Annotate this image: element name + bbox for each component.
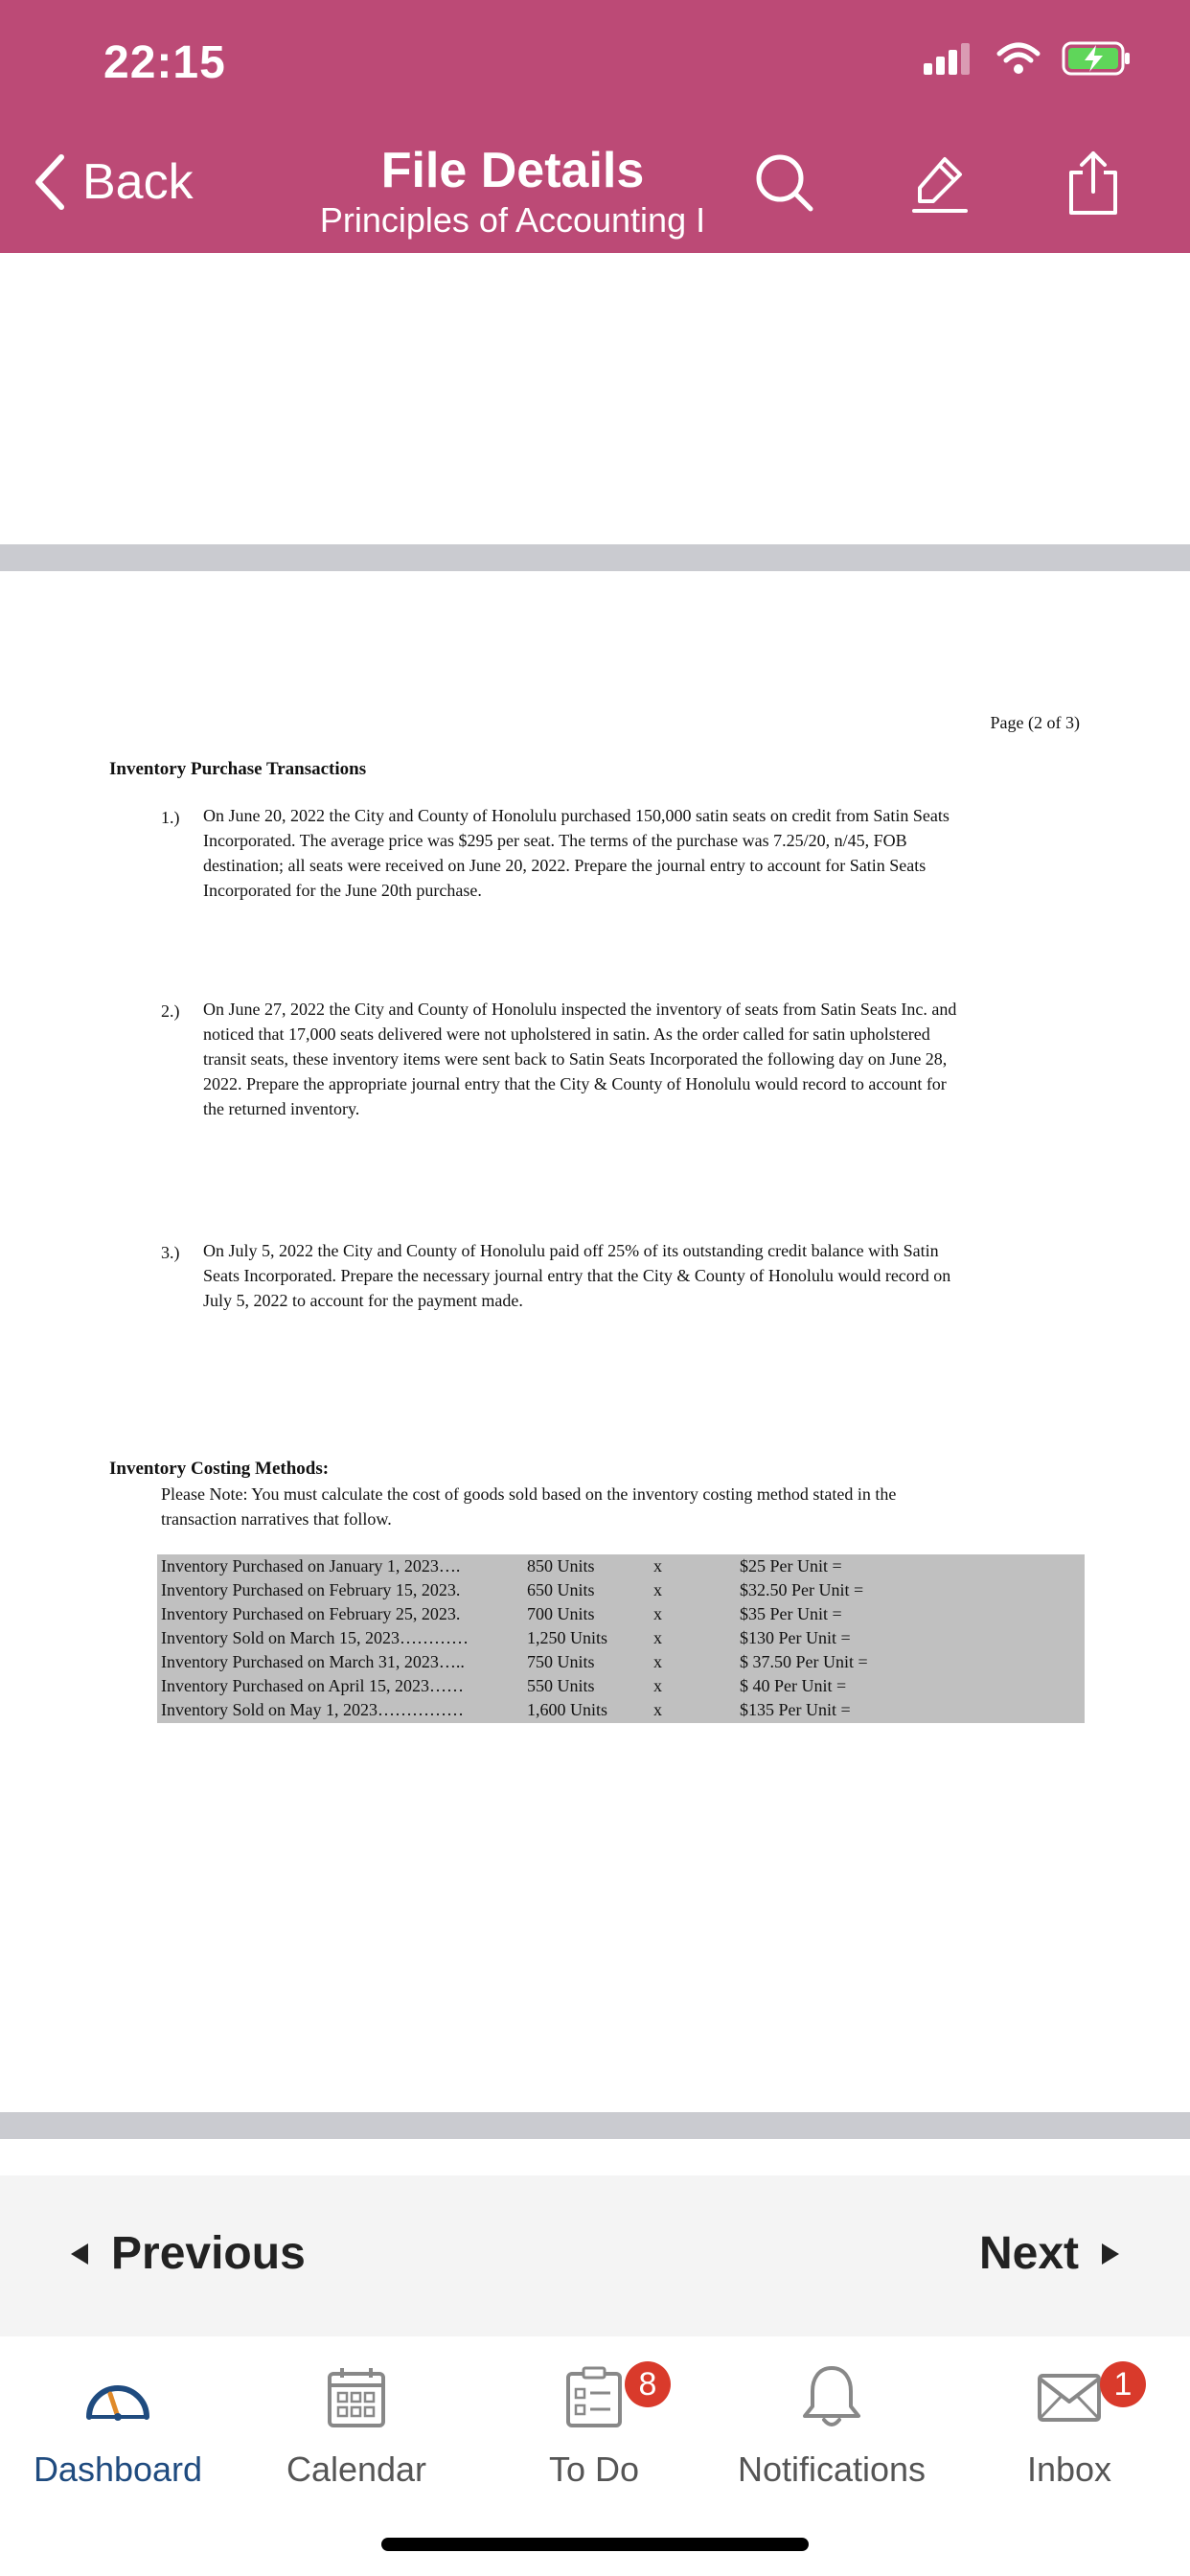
row-quantity: 650 Units (527, 1580, 595, 1599)
table-row (157, 1602, 1085, 1626)
tab-label: Notifications (737, 2450, 927, 2489)
item-text-line: July 5, 2022 to account for the payment made. (203, 1291, 523, 1310)
costing-note (161, 1482, 1042, 1531)
home-indicator[interactable] (381, 2538, 809, 2551)
row-price: $130 Per Unit = (740, 1628, 851, 1647)
table-row (157, 1626, 1085, 1650)
row-description: Inventory Purchased on February 15, 2023. (161, 1580, 461, 1599)
page-title: File Details (380, 143, 645, 198)
item-text-line: Incorporated for the June 20th purchase. (203, 881, 482, 900)
row-multiplier: x (653, 1628, 662, 1647)
item-number: 2.) (161, 1001, 180, 1021)
dashboard-gauge-icon (81, 2371, 154, 2425)
row-description: Inventory Sold on March 15, 2023………… (161, 1628, 469, 1647)
row-quantity: 1,600 Units (527, 1700, 608, 1719)
table-row (157, 1554, 1085, 1578)
row-description: Inventory Sold on May 1, 2023…………… (161, 1700, 464, 1719)
battery-charging-icon (1062, 40, 1133, 77)
section-title-purchases: Inventory Purchase Transactions (109, 759, 367, 779)
page-separator (0, 2112, 1190, 2139)
tab-label: Inbox (1026, 2450, 1112, 2489)
row-quantity: 700 Units (527, 1604, 595, 1623)
next-button[interactable] (979, 2227, 1121, 2280)
status-icons (924, 40, 1133, 77)
item-text-line: Incorporated. The average price was $295 per seat. The terms of the purchase was 7.25/20, n/45, FOB (203, 831, 907, 850)
row-description: Inventory Purchased on April 15, 2023…… (161, 1676, 464, 1695)
row-price: $ 40 Per Unit = (740, 1676, 847, 1695)
row-price: $32.50 Per Unit = (740, 1580, 864, 1599)
page-separator (0, 544, 1190, 571)
row-price: $ 37.50 Per Unit = (740, 1652, 868, 1671)
status-time: 22:15 (103, 37, 226, 88)
item-text-line: On June 20, 2022 the City and County of Honolulu purchased 150,000 satin seats on credit from Satin Seats (203, 806, 950, 825)
item-text-line: destination; all seats were received on June 20, 2022. Prepare the journal entry to account for Satin Seats (203, 856, 927, 875)
app-header (0, 0, 1190, 253)
note-line: transaction narratives that follow. (161, 1509, 392, 1529)
item-number: 1.) (161, 808, 180, 827)
item-text-line: the returned inventory. (203, 1099, 360, 1118)
previous-button[interactable] (69, 2227, 306, 2280)
tab-inbox[interactable] (954, 2359, 1184, 2490)
item-text-line: On June 27, 2022 the City and County of Honolulu inspected the inventory of seats from Satin Seats Inc. and (203, 1000, 957, 1019)
row-multiplier: x (653, 1700, 662, 1719)
bell-icon (801, 2364, 862, 2431)
row-multiplier: x (653, 1556, 662, 1576)
tab-calendar[interactable] (241, 2359, 471, 2490)
row-quantity: 1,250 Units (527, 1628, 608, 1647)
search-icon[interactable] (755, 153, 814, 213)
item-text-line: On July 5, 2022 the City and County of Honolulu paid off 25% of its outstanding credit balance with Satin (203, 1241, 939, 1260)
row-description: Inventory Purchased on January 1, 2023…. (161, 1556, 461, 1576)
previous-label: Previous (111, 2228, 306, 2279)
calendar-icon (327, 2366, 386, 2429)
todo-clipboard-icon (564, 2366, 624, 2429)
note-line: Please Note: You must calculate the cost of goods sold based on the inventory costing method stated in the (161, 1484, 897, 1504)
row-quantity: 850 Units (527, 1556, 595, 1576)
share-icon[interactable] (1064, 150, 1123, 217)
row-multiplier: x (653, 1604, 662, 1623)
table-row (157, 1674, 1085, 1698)
row-multiplier: x (653, 1580, 662, 1599)
tab-label: Calendar (286, 2450, 427, 2489)
tab-label: Dashboard (33, 2450, 203, 2489)
back-label: Back (82, 154, 194, 210)
inbox-count-badge: 1 (1100, 2361, 1146, 2407)
triangle-left-icon (69, 2242, 90, 2266)
tab-dashboard[interactable] (3, 2359, 233, 2490)
row-price: $25 Per Unit = (740, 1556, 842, 1576)
row-price: $135 Per Unit = (740, 1700, 851, 1719)
envelope-icon (1037, 2373, 1102, 2423)
table-row (157, 1650, 1085, 1674)
row-quantity: 550 Units (527, 1676, 595, 1695)
table-row (157, 1698, 1085, 1722)
item-number: 3.) (161, 1243, 180, 1262)
row-description: Inventory Purchased on February 25, 2023. (161, 1604, 461, 1623)
triangle-right-icon (1100, 2242, 1121, 2266)
item-text-line: 2022. Prepare the appropriate journal entry that the City & County of Honolulu would record to account for (203, 1074, 947, 1093)
table-row (157, 1578, 1085, 1602)
wifi-icon (996, 42, 1041, 75)
highlighter-icon[interactable] (910, 153, 970, 215)
tab-todo[interactable] (479, 2359, 709, 2490)
header-titles (287, 142, 738, 242)
next-label: Next (978, 2228, 1079, 2279)
section-title-costing: Inventory Costing Methods: (109, 1459, 330, 1479)
tab-label: To Do (548, 2450, 640, 2489)
chevron-left-icon (33, 153, 65, 211)
document-page (0, 571, 1190, 2112)
tab-notifications[interactable] (717, 2359, 947, 2490)
item-text-line: Seats Incorporated. Prepare the necessary journal entry that the City & County of Honolulu would record on (203, 1266, 951, 1285)
row-quantity: 750 Units (527, 1652, 595, 1671)
page-number-label: Page (2 of 3) (990, 713, 1080, 732)
inventory-table (157, 1554, 1085, 1723)
row-multiplier: x (653, 1676, 662, 1695)
todo-count-badge: 8 (625, 2361, 671, 2407)
page-subtitle: Principles of Accounting I (319, 200, 706, 240)
pager-bar (0, 2175, 1190, 2336)
row-price: $35 Per Unit = (740, 1604, 842, 1623)
row-multiplier: x (653, 1652, 662, 1671)
back-button[interactable] (33, 153, 194, 211)
item-text-line: noticed that 17,000 seats delivered were not upholstered in satin. As the order called for satin upholstered (203, 1024, 930, 1044)
row-description: Inventory Purchased on March 31, 2023….. (161, 1652, 465, 1671)
item-text-line: transit seats, these inventory items were sent back to Satin Seats Incorporated the following day on June 28, (203, 1049, 948, 1069)
cellular-signal-icon (924, 42, 975, 75)
